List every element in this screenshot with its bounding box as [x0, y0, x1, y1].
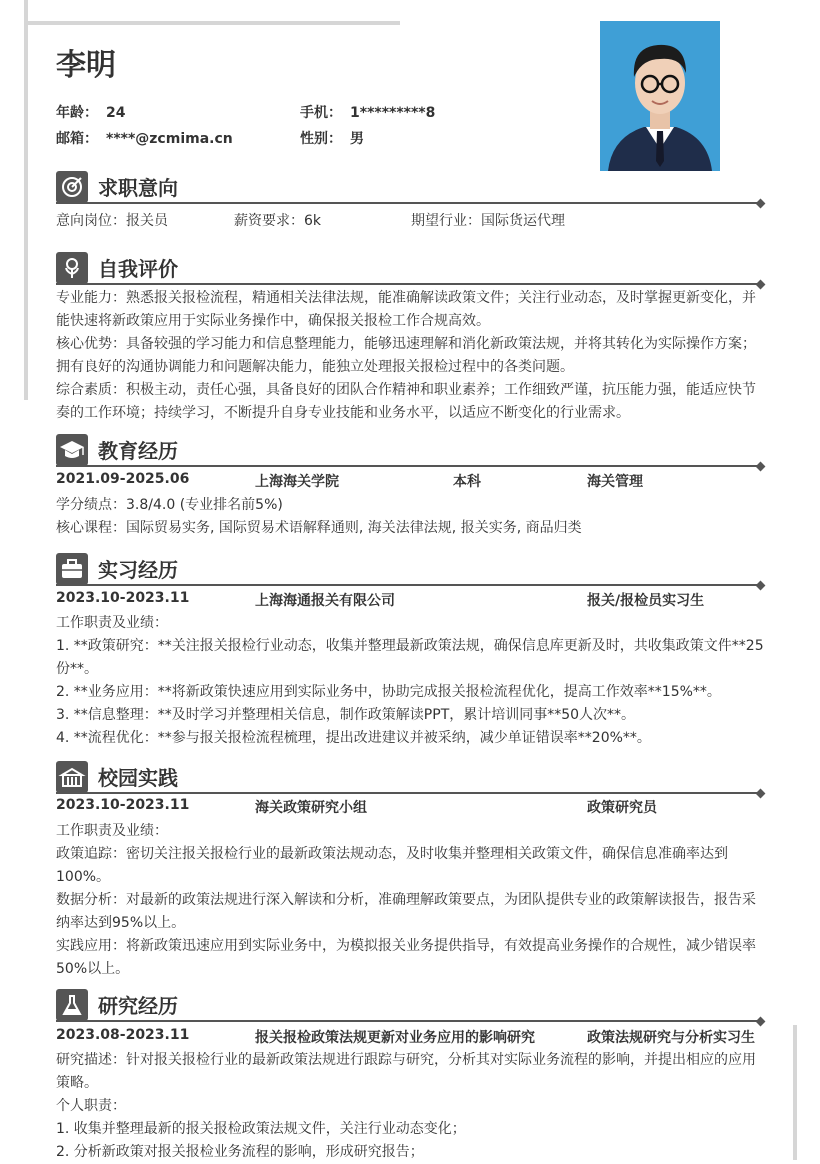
- campus-item: 实践应用：将新政策迅速应用到实际业务中，为模拟报关业务提供指导，有效提高业务操作的合规性，减少错误率50%以上。: [56, 938, 756, 977]
- intent-position: 意向岗位：报关员: [56, 213, 168, 229]
- edu-gpa: 学分绩点：3.8/4.0 (专业排名前5%): [56, 497, 283, 513]
- research-item: 1. 收集并整理最新的报关报检政策法规文件，关注行业动态变化；: [56, 1121, 466, 1137]
- briefcase-icon: [56, 553, 88, 585]
- research-label: 个人职责：: [56, 1098, 126, 1114]
- education-row: [56, 471, 766, 493]
- section-rule: [56, 792, 762, 794]
- section-rule-end: [756, 199, 766, 209]
- edu-date: 2021.09-2025.06: [56, 471, 190, 487]
- campus-details: [56, 820, 766, 981]
- intent-industry: 期望行业：国际货运代理: [411, 213, 565, 229]
- section-header-research: [56, 988, 762, 1018]
- research-role: 政策法规研究与分析实习生: [587, 1030, 755, 1046]
- self-qualities: 综合素质：积极主动，责任心强，具备良好的团队合作精神和职业素养；工作细致严谨，抗压能力强，能适应快节奏的工作环境；持续学习，不断提升自身专业技能和业务水平，以适应不断变化的行业需求。: [56, 382, 756, 421]
- intern-item: 3. **信息整理：**及时学习并整理相关信息，制作政策解读PPT，累计培训同事**50人次**。: [56, 707, 636, 723]
- flask-icon: [56, 989, 88, 1021]
- section-title-self: 自我评价: [98, 257, 178, 281]
- section-rule: [56, 584, 762, 586]
- email-value: ****@zcmima.cn: [106, 131, 233, 147]
- edu-courses: 核心课程：国际贸易实务, 国际贸易术语解释通则, 海关法律法规, 报关实务, 商品归类: [56, 520, 582, 536]
- section-rule: [56, 202, 762, 204]
- campus-role: 政策研究员: [587, 800, 657, 816]
- intern-item: 4. **流程优化：**参与报关报检流程梳理，提出改进建议并被采纳，减少单证错误率**20%**。: [56, 730, 651, 746]
- internship-details: [56, 612, 766, 750]
- target-icon: [56, 171, 88, 203]
- email-label: 邮箱：: [56, 131, 98, 147]
- age-label: 年龄：: [56, 105, 98, 121]
- campus-item: 数据分析：对最新的政策法规进行深入解读和分析，准确理解政策要点，为团队提供专业的政策解读报告，报告采纳率达到95%以上。: [56, 892, 756, 931]
- intern-item: 1. **政策研究：**关注报关报检行业动态，收集并整理最新政策法规，确保信息库更新及时，共收集政策文件**25份**。: [56, 638, 764, 677]
- decor-right-line: [793, 1025, 797, 1160]
- age-value: 24: [106, 105, 126, 121]
- section-title-research: 研究经历: [98, 994, 178, 1018]
- section-rule: [56, 1020, 762, 1022]
- research-details: [56, 1049, 766, 1164]
- decor-top-line: [24, 21, 400, 25]
- edu-degree: 本科: [453, 474, 481, 490]
- profile-photo: [600, 21, 720, 171]
- email-field: [56, 128, 233, 148]
- section-header-internship: [56, 552, 762, 582]
- section-rule-end: [756, 1017, 766, 1027]
- edu-major: 海关管理: [587, 474, 643, 490]
- gender-value: 男: [350, 131, 364, 147]
- section-rule-end: [756, 462, 766, 472]
- self-evaluation-text: [56, 287, 766, 425]
- building-icon: [56, 761, 88, 793]
- section-header-self: [56, 251, 762, 281]
- flower-icon: [56, 252, 88, 284]
- education-details: [56, 494, 766, 540]
- gender-field: [300, 128, 364, 148]
- decor-left-line: [24, 0, 28, 400]
- internship-row: [56, 590, 766, 612]
- section-header-campus: [56, 760, 762, 790]
- section-rule: [56, 465, 762, 467]
- campus-org: 海关政策研究小组: [255, 800, 367, 816]
- intern-date: 2023.10-2023.11: [56, 590, 190, 606]
- intent-salary: 薪资要求：6k: [234, 213, 322, 229]
- campus-item: 政策追踪：密切关注报关报检行业的最新政策法规动态，及时收集并整理相关政策文件，确保信息准确率达到100%。: [56, 846, 728, 885]
- phone-label: 手机：: [300, 105, 342, 121]
- intern-company: 上海海通报关有限公司: [255, 593, 395, 609]
- phone-field: [300, 102, 435, 122]
- research-date: 2023.08-2023.11: [56, 1027, 190, 1043]
- research-row: [56, 1027, 766, 1049]
- edu-school: 上海海关学院: [255, 474, 339, 490]
- graduation-cap-icon: [56, 434, 88, 466]
- section-title-intent: 求职意向: [98, 176, 178, 200]
- phone-value: 1*********8: [350, 105, 436, 121]
- section-rule: [56, 283, 762, 285]
- section-title-internship: 实习经历: [98, 558, 178, 582]
- intern-item: 2. **业务应用：**将新政策快速应用到实际业务中，协助完成报关报检流程优化，提高工作效率**15%**。: [56, 684, 721, 700]
- self-professional: 专业能力：熟悉报关报检流程，精通相关法律法规，能准确解读政策文件；关注行业动态，及时掌握更新变化，并能快速将新政策应用于实际业务操作中，确保报关报检工作合规高效。: [56, 290, 756, 329]
- campus-date: 2023.10-2023.11: [56, 797, 190, 813]
- research-project: 报关报检政策法规更新对业务应用的影响研究: [255, 1030, 535, 1046]
- section-title-education: 教育经历: [98, 439, 178, 463]
- self-strengths: 核心优势：具备较强的学习能力和信息整理能力，能够迅速理解和消化新政策法规，并将其转化为实际操作方案；拥有良好的沟通协调能力和问题解决能力，能独立处理报关报检过程中的各类问题。: [56, 336, 756, 375]
- age-field: [56, 102, 125, 122]
- section-title-campus: 校园实践: [98, 766, 178, 790]
- gender-label: 性别：: [300, 131, 342, 147]
- section-header-education: [56, 433, 762, 463]
- candidate-name: 李明: [56, 48, 116, 83]
- research-desc: 研究描述：针对报关报检行业的最新政策法规进行跟踪与研究，分析其对实际业务流程的影响，并提出相应的应用策略。: [56, 1052, 756, 1091]
- section-rule-end: [756, 581, 766, 591]
- section-header-intent: [56, 170, 762, 200]
- intern-role: 报关/报检员实习生: [587, 593, 705, 609]
- campus-row: [56, 797, 766, 819]
- intern-label: 工作职责及业绩：: [56, 615, 168, 631]
- research-item: 2. 分析新政策对报关报检业务流程的影响，形成研究报告；: [56, 1144, 424, 1160]
- campus-label: 工作职责及业绩：: [56, 823, 168, 839]
